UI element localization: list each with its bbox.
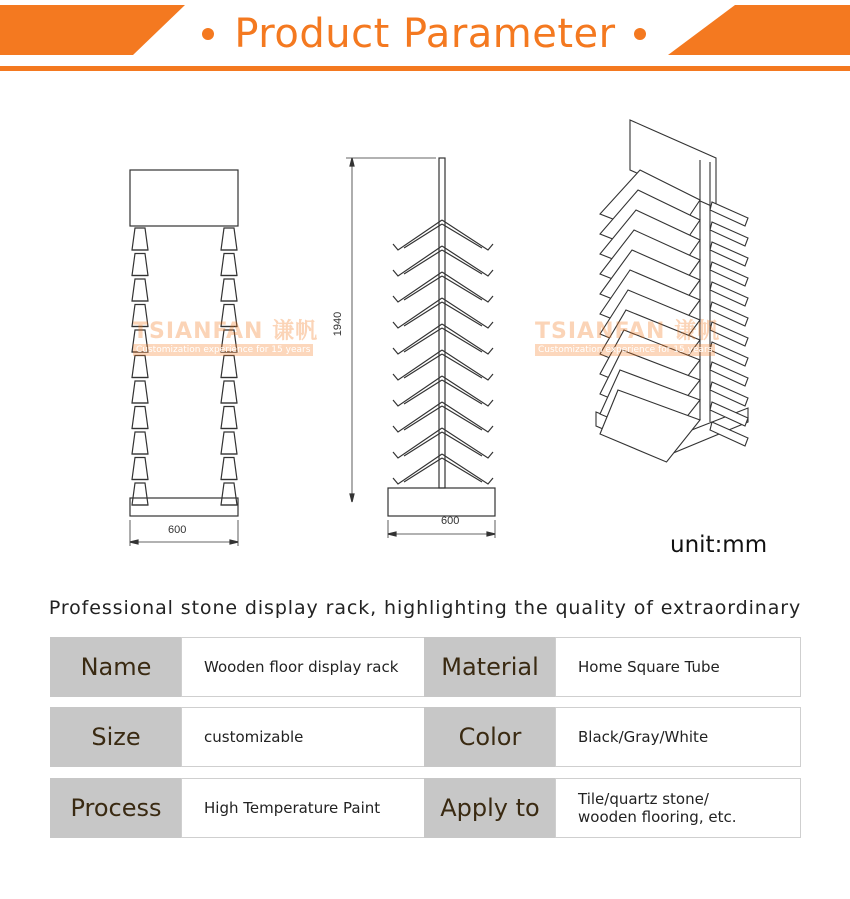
side-width-dimension: 600	[441, 515, 460, 527]
side-arm-right-inner	[442, 276, 482, 300]
side-arm-left-inner	[404, 406, 442, 430]
side-arm-right-inner	[442, 380, 482, 404]
side-arm-right	[442, 246, 493, 276]
side-arm-right	[442, 220, 493, 250]
param-row	[50, 637, 800, 697]
param-value: customizable	[181, 707, 425, 767]
leg-segment	[132, 279, 148, 301]
param-label: Apply to	[424, 778, 556, 838]
side-arm-right-inner	[442, 224, 482, 248]
side-arm-left	[393, 376, 442, 406]
param-value: Home Square Tube	[555, 637, 801, 697]
leg-segment	[221, 279, 237, 301]
side-arm-left-inner	[404, 380, 442, 404]
side-arm-right	[442, 324, 493, 354]
leg-segment	[132, 483, 148, 505]
param-label: Name	[50, 637, 182, 697]
leg-segment	[221, 254, 237, 276]
side-arm-left-inner	[404, 276, 442, 300]
side-hook	[710, 282, 748, 306]
side-arm-left-inner	[404, 354, 442, 378]
technical-drawings	[0, 90, 850, 570]
side-arm-right-inner	[442, 302, 482, 326]
param-label: Process	[50, 778, 182, 838]
watermark-left: TSIANFAN 谦帆	[133, 319, 319, 344]
side-arm-left	[393, 428, 442, 458]
param-value: High Temperature Paint	[181, 778, 425, 838]
param-value: Wooden floor display rack	[181, 637, 425, 697]
side-arm-right	[442, 402, 493, 432]
side-height-dimension: 1940	[332, 311, 345, 337]
side-hook	[710, 202, 748, 226]
side-arm-left	[393, 350, 442, 380]
leg-segment	[132, 381, 148, 403]
side-arm-left-inner	[404, 432, 442, 456]
side-hook	[710, 262, 748, 286]
side-arm-right	[442, 428, 493, 458]
side-hook	[710, 362, 748, 386]
param-value: Tile/quartz stone/ wooden flooring, etc.	[555, 778, 801, 838]
leg-segment	[221, 407, 237, 429]
side-arm-right	[442, 298, 493, 328]
param-value: Black/Gray/White	[555, 707, 801, 767]
side-arm-right-inner	[442, 458, 482, 482]
watermark-right: TSIANFAN 谦帆	[535, 319, 721, 344]
leg-segment	[221, 458, 237, 480]
leg-segment	[221, 483, 237, 505]
side-arm-left-inner	[404, 328, 442, 352]
leg-segment	[132, 458, 148, 480]
side-arm-left	[393, 402, 442, 432]
leg-segment	[132, 356, 148, 378]
side-arm-left	[393, 220, 442, 250]
side-arm-right	[442, 272, 493, 302]
front-width-dimension: 600	[168, 524, 187, 536]
side-arm-left-inner	[404, 302, 442, 326]
param-row	[50, 778, 800, 838]
param-label: Material	[424, 637, 556, 697]
side-arm-left	[393, 454, 442, 484]
leg-segment	[132, 228, 148, 250]
side-arm-left-inner	[404, 458, 442, 482]
leg-segment	[221, 432, 237, 454]
front-view-drawing	[130, 170, 238, 546]
side-arm-left-inner	[404, 250, 442, 274]
leg-segment	[221, 356, 237, 378]
side-hook	[710, 242, 748, 266]
side-arm-right-inner	[442, 328, 482, 352]
side-arm-left	[393, 324, 442, 354]
side-view-drawing	[346, 158, 495, 538]
header-banner	[0, 0, 850, 75]
leg-segment	[132, 254, 148, 276]
side-arm-left	[393, 246, 442, 276]
param-row	[50, 707, 800, 767]
header-underline	[0, 66, 850, 71]
side-hook	[710, 222, 748, 246]
perspective-view-drawing	[596, 120, 748, 462]
side-arm-right-inner	[442, 406, 482, 430]
side-hook	[710, 342, 748, 366]
watermark-right-tagline: Customization experience for 15 years	[535, 344, 715, 356]
leg-segment	[221, 228, 237, 250]
param-label: Size	[50, 707, 182, 767]
side-arm-left-inner	[404, 224, 442, 248]
side-arm-right-inner	[442, 354, 482, 378]
leg-segment	[132, 407, 148, 429]
leg-segment	[132, 432, 148, 454]
side-hook	[710, 382, 748, 406]
side-arm-left	[393, 272, 442, 302]
side-arm-left	[393, 298, 442, 328]
side-arm-right-inner	[442, 432, 482, 456]
drawings-canvas	[0, 90, 850, 570]
side-arm-right-inner	[442, 250, 482, 274]
page-title: Product Parameter	[234, 11, 616, 57]
param-label: Color	[424, 707, 556, 767]
product-subtitle: Professional stone display rack, highlighting the quality of extraordinary	[48, 597, 802, 619]
side-arm-right	[442, 350, 493, 380]
side-arm-right	[442, 376, 493, 406]
unit-label: unit:mm	[670, 532, 768, 558]
watermark-left-tagline: Customization experience for 15 years	[133, 344, 313, 356]
leg-segment	[221, 381, 237, 403]
side-arm-right	[442, 454, 493, 484]
